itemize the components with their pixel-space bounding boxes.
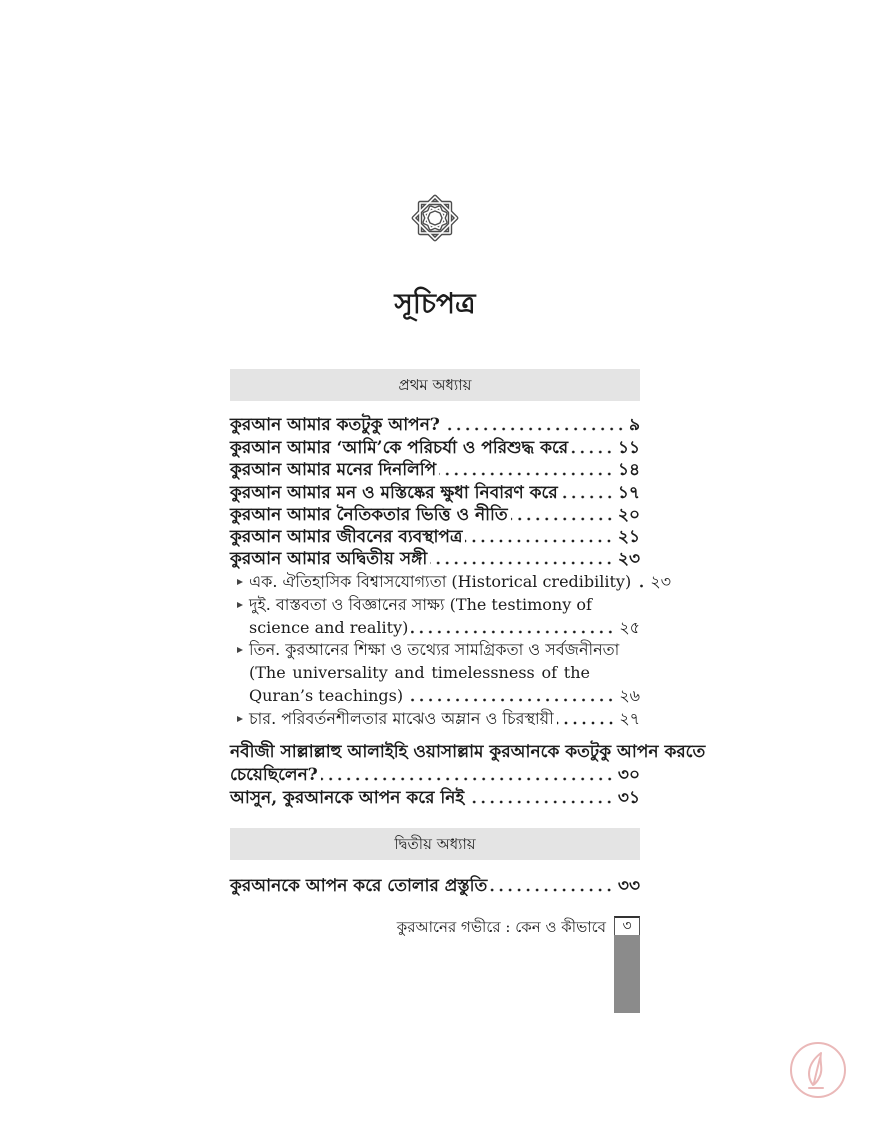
dot-leader — [557, 708, 616, 730]
toc-subentry — [249, 708, 640, 730]
toc-subentry-title: তিন. কুরআনের শিক্ষা ও তথ্যের সামগ্রিকতা ও সর্বজনীনতা — [249, 640, 620, 659]
triangle-bullet-icon — [237, 716, 243, 722]
toc-subentry-last-line — [249, 617, 640, 639]
toc-entry — [230, 459, 640, 481]
toc-subentry-title: দুই. বাস্তবতা ও বিজ্ঞানের সাক্ষ্য (The testimony of — [249, 595, 592, 614]
dot-leader — [467, 787, 614, 809]
toc-entry-title: কুরআন আমার মন ও মস্তিষ্কের ক্ষুধা নিবারণ করে — [230, 483, 558, 503]
toc-entry — [230, 414, 640, 436]
toc-subentry — [249, 571, 672, 593]
toc-entry-title: চেয়েছিলেন? — [230, 765, 318, 785]
dot-leader — [321, 764, 614, 786]
toc-entry-page: ১৪ — [617, 460, 640, 480]
toc-entry-title: কুরআনকে আপন করে তোলার প্রস্তুতি — [230, 876, 488, 896]
dot-leader — [465, 526, 613, 548]
toc-entry-page: ৩১ — [617, 788, 640, 808]
toc-entry — [230, 875, 640, 897]
toc-subentry-title: এক. ঐতিহাসিক বিশ্বাসযোগ্যতা (Historical credibility) — [249, 572, 632, 591]
toc-subentry-line — [249, 662, 590, 684]
dot-leader — [430, 548, 614, 570]
toc-entry-page: ৯ — [628, 415, 640, 435]
toc-entry — [230, 787, 640, 809]
chapter-heading-label: দ্বিতীয় অধ্যায় — [394, 835, 476, 853]
page-title: সূচিপত্র — [394, 287, 476, 320]
dot-leader — [406, 685, 615, 707]
dot-leader — [411, 617, 615, 639]
toc-entry-page: ৩০ — [617, 765, 640, 785]
dot-leader — [439, 459, 614, 481]
toc-entry-title: কুরআন আমার ‘আমি’কে পরিচর্যা ও পরিশুদ্ধ করে — [230, 438, 569, 458]
toc-entry-title: কুরআন আমার মনের দিনলিপি — [230, 460, 437, 480]
triangle-bullet-icon — [237, 647, 243, 653]
toc-entry-title: কুরআন আমার নৈতিকতার ভিত্তি ও নীতি — [230, 505, 508, 525]
toc-entry-page: ২৩ — [617, 549, 640, 569]
toc-entry-title: কুরআন আমার জীবনের ব্যবস্থাপত্র — [230, 527, 463, 547]
toc-subentry-title: Quran’s teachings) — [249, 686, 404, 705]
toc-subentry-line — [249, 594, 590, 616]
toc-entry-title: কুরআন আমার অদ্বিতীয় সঙ্গী — [230, 549, 428, 569]
toc-entry-page: ২০ — [617, 505, 640, 525]
toc-entry-last-line — [230, 764, 640, 786]
toc-entry-page: ২১ — [617, 527, 640, 547]
toc-entry — [230, 504, 640, 526]
running-footer-title: কুরআনের গভীরে : কেন ও কীভাবে — [396, 918, 606, 936]
toc-entry-title: কুরআন আমার কতটুকু আপন? — [230, 415, 440, 435]
dot-leader — [561, 482, 614, 504]
quill-logo-icon — [788, 1040, 848, 1100]
toc-subentry-page: ২৩ — [650, 572, 672, 591]
toc-entry-title: আসুন, কুরআনকে আপন করে নিই — [230, 788, 465, 808]
dot-leader — [443, 414, 625, 436]
triangle-bullet-icon — [237, 579, 243, 585]
toc-entry — [230, 437, 640, 459]
page-edge-tab — [614, 935, 640, 1013]
chapter-heading-bar — [230, 369, 640, 401]
toc-subentry-last-line — [249, 685, 640, 707]
toc-subentry-page: ২৫ — [619, 618, 640, 637]
toc-subentry-title: science and reality) — [249, 618, 409, 637]
toc-entry — [230, 526, 640, 548]
dot-leader — [511, 504, 614, 526]
toc-entry-line — [230, 741, 706, 763]
dot-leader — [634, 571, 646, 593]
toc-entry-title: নবীজী সাল্লাল্লাহু আলাইহি ওয়াসাল্লাম কুরআনকে কতটুকু আপন করতে — [230, 742, 706, 762]
toc-subentry-title: চার. পরিবর্তনশীলতার মাঝেও অম্লান ও চিরস্থায়ী — [249, 709, 554, 728]
dot-leader — [490, 875, 614, 897]
triangle-bullet-icon — [237, 602, 243, 608]
toc-entry — [230, 482, 640, 504]
toc-subentry-title: (The universality and timelessness of the — [249, 663, 590, 682]
toc-subentry-page: ২৭ — [619, 709, 640, 728]
toc-subentry-line — [249, 639, 620, 661]
toc-entry — [230, 548, 640, 570]
chapter-heading-bar — [230, 828, 640, 860]
octagonal-star-knot-icon — [409, 192, 461, 244]
toc-entry-page: ১৭ — [617, 483, 640, 503]
page-number: ৩ — [614, 916, 640, 935]
toc-entry-page: ৩৩ — [617, 876, 640, 896]
toc-entry-page: ১১ — [617, 438, 640, 458]
dot-leader — [571, 437, 614, 459]
chapter-heading-label: প্রথম অধ্যায় — [398, 376, 472, 394]
toc-subentry-page: ২৬ — [619, 686, 640, 705]
